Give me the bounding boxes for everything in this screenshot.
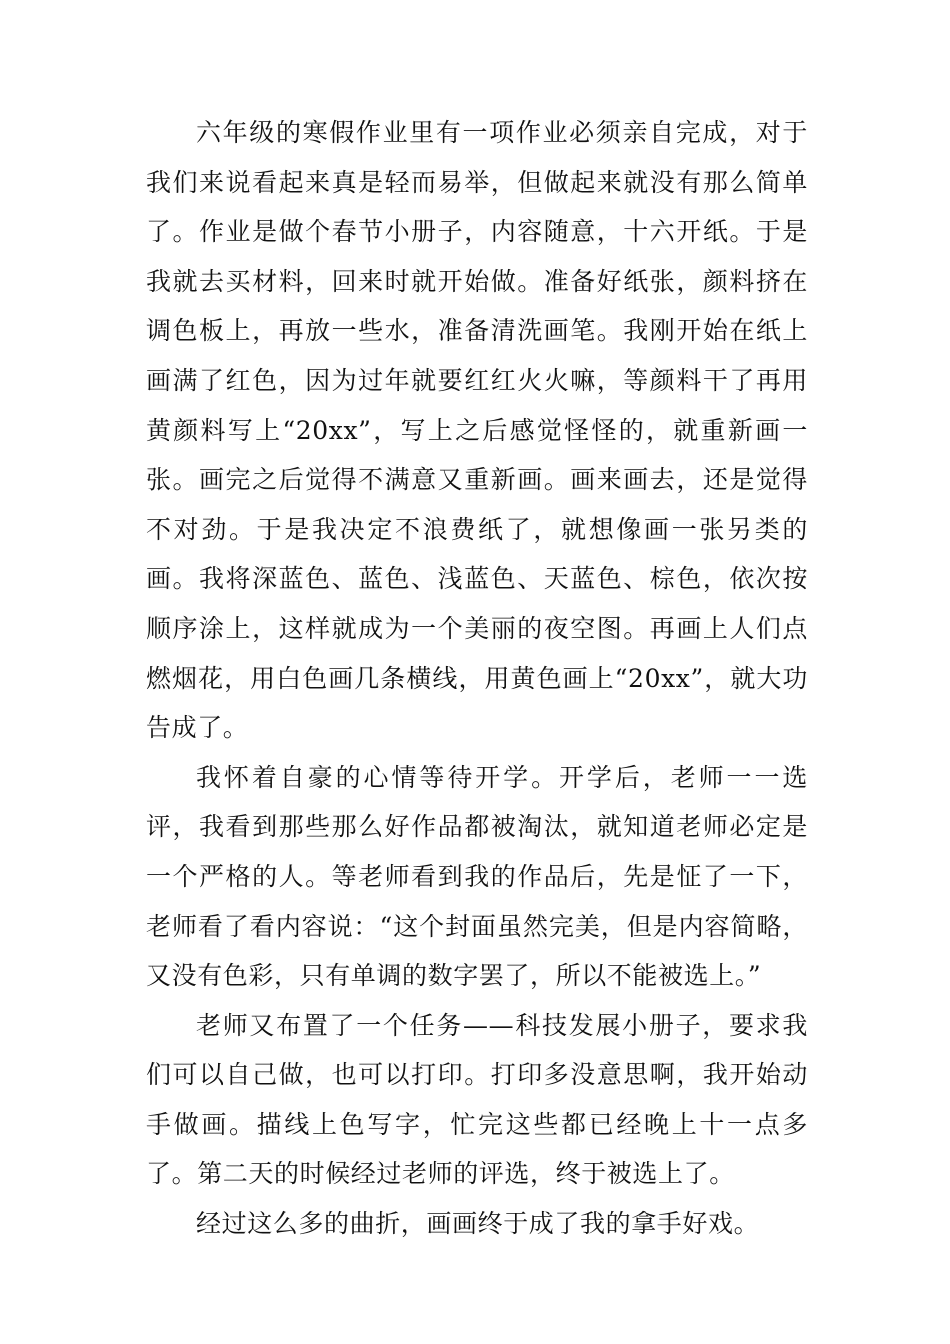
- paragraph-4: 经过这么多的曲折，画画终于成了我的拿手好戏。: [196, 1209, 760, 1239]
- paragraph-1: 六年级的寒假作业里有一项作业必须亲自完成，对于我们来说看起来真是轻而易举，但做起来就没有那么简单了。作业是做个春节小册子，内容随意，十六开纸。于是我就去买材料，回来时就开始做。准备好纸张，颜料挤在调色板上，再放一些水，准备清洗画笔。我刚开始在纸上画满了红色，因为过年就要红红火火嘛，等颜料干了再用黄颜料写上“20xx”，写上之后感觉怪怪的，就重新画一张。画完之后觉得不满意又重新画。画来画去，还是觉得不对劲。于是我决定不浪费纸了，就想像画一张另类的画。我将深蓝色、蓝色、浅蓝色、天蓝色、棕色，依次按顺序涂上，这样就成为一个美丽的夜空图。再画上人们点燃烟花，用白色画几条横线，用黄色画上“20xx”，就大功告成了。: [146, 118, 808, 743]
- document-body: [146, 108, 808, 1249]
- paragraph-2: 我怀着自豪的心情等待开学。开学后，老师一一选评，我看到那些那么好作品都被淘汰，就知道老师必定是一个严格的人。等老师看到我的作品后，先是怔了一下，老师看了看内容说：“这个封面虽然完美，但是内容简略，又没有色彩，只有单调的数字罢了，所以不能被选上。”: [146, 762, 808, 991]
- paragraph-3: 老师又布置了一个任务——科技发展小册子，要求我们可以自己做，也可以打印。打印多没意思啊，我开始动手做画。描线上色写字，忙完这些都已经晚上十一点多了。第二天的时候经过老师的评选，终于被选上了。: [146, 1010, 808, 1189]
